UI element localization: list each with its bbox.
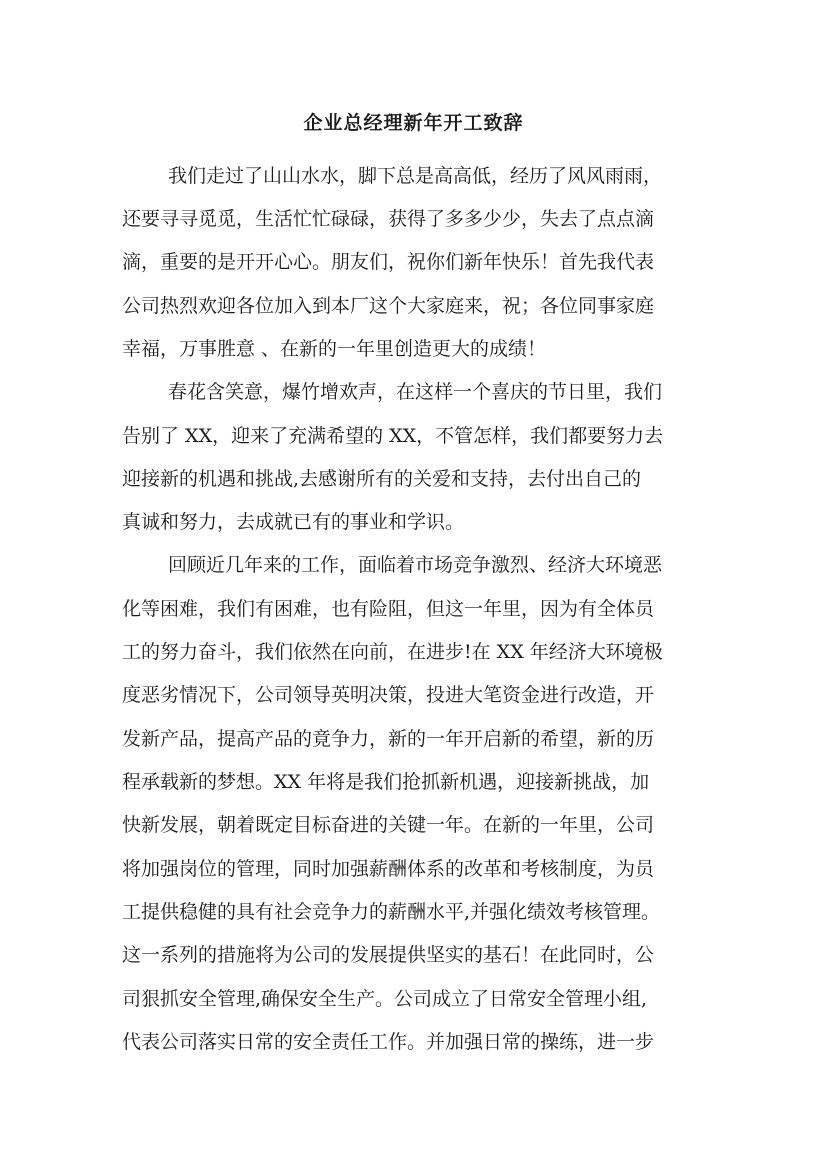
text-line: 程承载新的梦想。XX 年将是我们抢抓新机遇，迎接新挑战，加 bbox=[122, 771, 650, 793]
text-line: 还要寻寻觅觅，生活忙忙碌碌，获得了多多少少，失去了点点滴 bbox=[122, 208, 655, 230]
text-line: 公司热烈欢迎各位加入到本厂这个大家庭来，祝；各位同事家庭 bbox=[122, 295, 655, 317]
text-line: 回顾近几年来的工作，面临着市场竞争激烈、经济大环境恶 bbox=[168, 554, 663, 576]
text-line: 快新发展，朝着既定目标奋进的关键一年。在新的一年里，公司 bbox=[122, 814, 655, 836]
document-title: 企业总经理新年开工致辞 bbox=[303, 112, 524, 134]
text-line: 代表公司落实日常的安全责任工作。并加强日常的操练，进一步 bbox=[122, 1031, 655, 1053]
text-line: 将加强岗位的管理，同时加强薪酬体系的改革和考核制度，为员 bbox=[122, 858, 655, 880]
text-line: 工提供稳健的具有社会竞争力的薪酬水平,并强化绩效考核管理。 bbox=[122, 901, 661, 923]
text-line: 司狠抓安全管理,确保安全生产。公司成立了日常安全管理小组, bbox=[122, 988, 648, 1010]
text-line: 化等困难，我们有困难，也有险阻，但这一年里，因为有全体员 bbox=[122, 598, 655, 620]
text-line: 发新产品，提高产品的竟争力，新的一年开启新的希望，新的历 bbox=[122, 728, 655, 750]
text-line: 度恶劣情况下，公司领导英明决策，投进大笔资金进行改造，开 bbox=[122, 684, 655, 706]
text-line: 滴，重要的是开开心心。朋友们，祝你们新年快乐！首先我代表 bbox=[122, 251, 655, 273]
text-line: 我们走过了山山水水，脚下总是高高低，经历了风风雨雨， bbox=[168, 165, 663, 187]
text-line: 春花含笑意，爆竹增欢声，在这样一个喜庆的节日里，我们 bbox=[168, 381, 663, 403]
text-line: 幸福，万事胜意 、在新的一年里创造更大的成绩！ bbox=[122, 338, 547, 360]
text-line: 这一系列的措施将为公司的发展提供坚实的基石！在此同时，公 bbox=[122, 944, 655, 966]
text-line: 迎接新的机遇和挑战,去感谢所有的关爱和支持，去付出自己的 bbox=[122, 468, 642, 490]
text-line: 工的努力奋斗，我们依然在向前，在进步!在 XX 年经济大环境极 bbox=[122, 641, 663, 663]
text-line: 告别了 XX，迎来了充满希望的 XX，不管怎样，我们都要努力去 bbox=[122, 425, 664, 447]
text-line: 真诚和努力，去成就已有的事业和学识。 bbox=[122, 511, 465, 533]
